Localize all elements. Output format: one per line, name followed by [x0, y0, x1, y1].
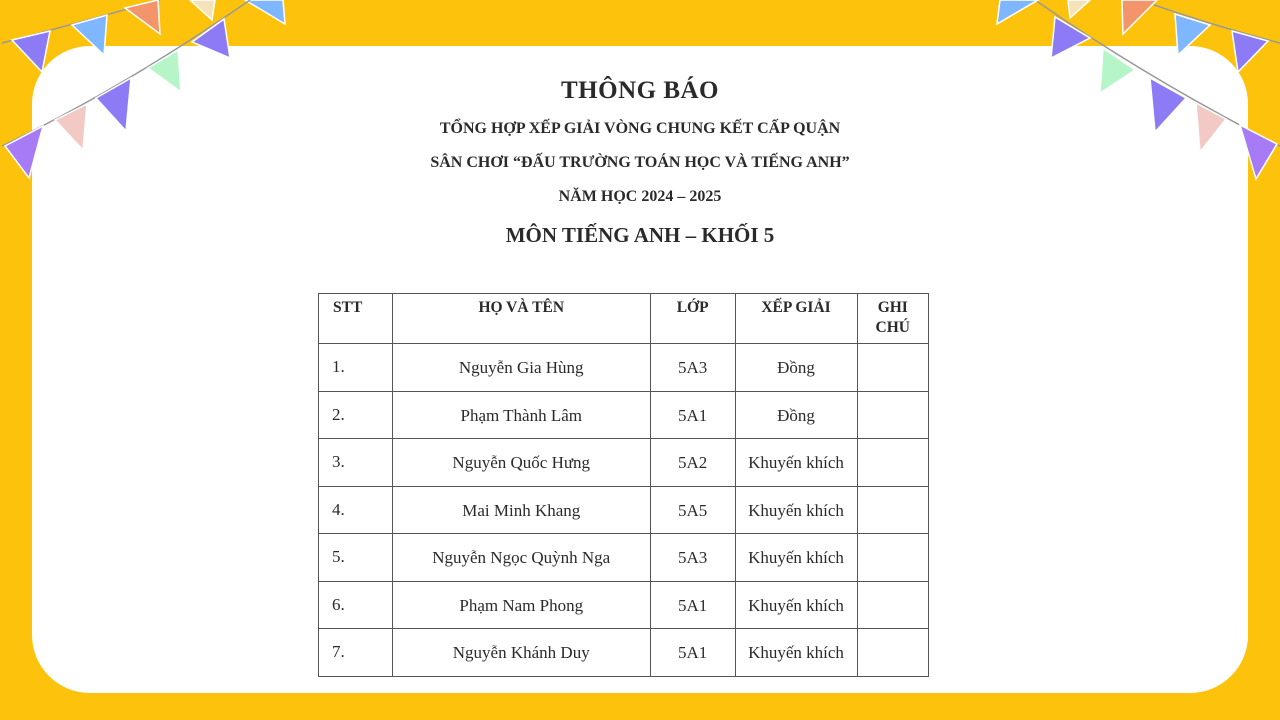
cell-note [857, 486, 928, 534]
cell-note [857, 581, 928, 629]
header-name: HỌ VÀ TÊN [392, 294, 650, 344]
cell-award: Khuyến khích [735, 439, 857, 487]
flag-icon [12, 31, 50, 72]
flag-icon [1068, 0, 1090, 18]
cell-name: Nguyễn Quốc Hưng [392, 439, 650, 487]
table-row [319, 629, 929, 677]
cell-note [857, 534, 928, 582]
header-note-line1: GHI [877, 299, 908, 316]
cell-stt: 7. [319, 629, 393, 677]
cell-award: Đồng [735, 391, 857, 439]
cell-stt: 4. [319, 486, 393, 534]
cell-class: 5A2 [650, 439, 735, 487]
flag-icon [997, 0, 1038, 24]
subject-title: MÔN TIẾNG ANH – KHỐI 5 [505, 223, 775, 247]
cell-name: Nguyễn Gia Hùng [392, 344, 650, 392]
cell-name: Nguyễn Khánh Duy [392, 629, 650, 677]
document-header [0, 76, 1280, 250]
document-title: THÔNG BÁO [561, 77, 719, 104]
cell-stt: 1. [319, 344, 393, 392]
cell-name: Mai Minh Khang [392, 486, 650, 534]
cell-stt: 6. [319, 581, 393, 629]
header-class: LỚP [650, 294, 735, 344]
cell-note [857, 344, 928, 392]
document-subtitle-1: TỔNG HỢP XẾP GIẢI VÒNG CHUNG KẾT CẤP QUẬN [439, 120, 841, 137]
flag-icon [1232, 31, 1268, 72]
cell-award: Khuyến khích [735, 581, 857, 629]
cell-note [857, 439, 928, 487]
cell-name: Phạm Nam Phong [392, 581, 650, 629]
cell-award: Khuyến khích [735, 534, 857, 582]
cell-stt: 5. [319, 534, 393, 582]
header-award: XẾP GIẢI [735, 294, 857, 344]
cell-note [857, 391, 928, 439]
flag-icon [1122, 0, 1157, 34]
cell-name: Phạm Thành Lâm [392, 391, 650, 439]
cell-class: 5A3 [650, 344, 735, 392]
results-table [318, 293, 929, 677]
cell-note [857, 629, 928, 677]
table-row [319, 344, 929, 392]
table-row [319, 391, 929, 439]
flag-icon [245, 0, 285, 24]
school-year: NĂM HỌC 2024 – 2025 [558, 188, 722, 205]
table-header-row [319, 294, 929, 344]
cell-award: Khuyến khích [735, 629, 857, 677]
table-row [319, 439, 929, 487]
header-note [857, 294, 928, 344]
flag-icon [125, 0, 160, 34]
cell-stt: 2. [319, 391, 393, 439]
document-subtitle-2: SÂN CHƠI “ĐẤU TRƯỜNG TOÁN HỌC VÀ TIẾNG ANH” [430, 154, 850, 171]
table-row [319, 486, 929, 534]
cell-award: Khuyến khích [735, 486, 857, 534]
cell-class: 5A3 [650, 534, 735, 582]
table-row [319, 581, 929, 629]
cell-stt: 3. [319, 439, 393, 487]
table-row [319, 534, 929, 582]
cell-class: 5A1 [650, 629, 735, 677]
cell-class: 5A1 [650, 581, 735, 629]
flag-icon [190, 0, 215, 20]
cell-award: Đồng [735, 344, 857, 392]
cell-name: Nguyễn Ngọc Quỳnh Nga [392, 534, 650, 582]
cell-class: 5A1 [650, 391, 735, 439]
header-stt: STT [319, 294, 393, 344]
header-note-line2: CHÚ [875, 319, 910, 336]
cell-class: 5A5 [650, 486, 735, 534]
